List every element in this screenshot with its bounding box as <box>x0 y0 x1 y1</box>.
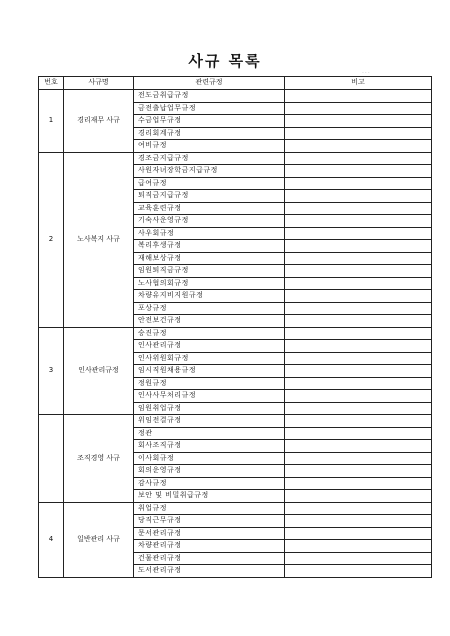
group-number: 2 <box>39 152 64 327</box>
rule-name: 이사회규정 <box>134 452 285 465</box>
note-cell <box>285 515 432 528</box>
rule-name: 인사사무처리규정 <box>134 390 285 403</box>
rule-name: 금전출납업무규정 <box>134 102 285 115</box>
rule-name: 감사규정 <box>134 477 285 490</box>
group-number: 1 <box>39 90 64 153</box>
note-cell <box>285 215 432 228</box>
group-name: 노사복지 사규 <box>64 152 134 327</box>
rule-name: 차량관리규정 <box>134 540 285 553</box>
faint-stamp-mark: ··· <box>362 70 371 77</box>
rule-name: 사우회규정 <box>134 227 285 240</box>
note-cell <box>285 440 432 453</box>
table-header-row <box>39 77 432 90</box>
note-cell <box>285 277 432 290</box>
rule-name: 임시직원채용규정 <box>134 365 285 378</box>
table-row <box>39 327 432 340</box>
rule-name: 재해보상규정 <box>134 252 285 265</box>
note-cell <box>285 465 432 478</box>
note-cell <box>285 327 432 340</box>
rule-name: 차량유지비지원규정 <box>134 290 285 303</box>
note-cell <box>285 140 432 153</box>
note-cell <box>285 302 432 315</box>
note-cell <box>285 490 432 503</box>
group-name: 일반관리 사규 <box>64 502 134 577</box>
rule-name: 전도금취급규정 <box>134 90 285 103</box>
note-cell <box>285 90 432 103</box>
note-cell <box>285 202 432 215</box>
note-cell <box>285 552 432 565</box>
rule-name: 노사협의회규정 <box>134 277 285 290</box>
rule-name: 도서관리규정 <box>134 565 285 578</box>
group-number: 4 <box>39 502 64 577</box>
note-cell <box>285 502 432 515</box>
note-cell <box>285 127 432 140</box>
header-notes: 비고 <box>285 77 432 90</box>
note-cell <box>285 415 432 428</box>
table-row <box>39 90 432 103</box>
page-title: 사규 목록 <box>188 52 262 70</box>
note-cell <box>285 340 432 353</box>
rule-name: 임원퇴직금규정 <box>134 265 285 278</box>
rule-name: 정관 <box>134 427 285 440</box>
rule-name: 여비규정 <box>134 140 285 153</box>
rule-name: 취업규정 <box>134 502 285 515</box>
rule-name: 복리후생규정 <box>134 240 285 253</box>
rule-name: 사원자녀장학금지급규정 <box>134 165 285 178</box>
note-cell <box>285 477 432 490</box>
table-row <box>39 152 432 165</box>
note-cell <box>285 377 432 390</box>
rule-name: 기숙사운영규정 <box>134 215 285 228</box>
header-related-rules: 관련규정 <box>134 77 285 90</box>
note-cell <box>285 352 432 365</box>
rule-name: 인사관리규정 <box>134 340 285 353</box>
note-cell <box>285 565 432 578</box>
note-cell <box>285 527 432 540</box>
rule-name: 교육훈련규정 <box>134 202 285 215</box>
table-row <box>39 415 432 428</box>
note-cell <box>285 115 432 128</box>
note-cell <box>285 165 432 178</box>
note-cell <box>285 102 432 115</box>
rule-name: 승진규정 <box>134 327 285 340</box>
rule-name: 정원규정 <box>134 377 285 390</box>
regulations-table <box>38 76 432 578</box>
group-number: 3 <box>39 327 64 415</box>
note-cell <box>285 240 432 253</box>
rule-name: 경조금지급규정 <box>134 152 285 165</box>
rule-name: 포상규정 <box>134 302 285 315</box>
note-cell <box>285 452 432 465</box>
rule-name: 수금업무규정 <box>134 115 285 128</box>
header-regulation-name: 사규명 <box>64 77 134 90</box>
table-row <box>39 502 432 515</box>
table-body <box>39 90 432 578</box>
group-name: 경리재무 사규 <box>64 90 134 153</box>
note-cell <box>285 540 432 553</box>
group-number <box>39 415 64 503</box>
note-cell <box>285 265 432 278</box>
note-cell <box>285 290 432 303</box>
note-cell <box>285 427 432 440</box>
note-cell <box>285 152 432 165</box>
rule-name: 회의운영규정 <box>134 465 285 478</box>
note-cell <box>285 365 432 378</box>
rule-name: 회사조직규정 <box>134 440 285 453</box>
rule-name: 문서관리규정 <box>134 527 285 540</box>
note-cell <box>285 315 432 328</box>
rule-name: 퇴직금지급규정 <box>134 190 285 203</box>
rule-name: 급여규정 <box>134 177 285 190</box>
rule-name: 위임전결규정 <box>134 415 285 428</box>
note-cell <box>285 390 432 403</box>
note-cell <box>285 252 432 265</box>
group-name: 조직경영 사규 <box>64 415 134 503</box>
rule-name: 경리회계규정 <box>134 127 285 140</box>
note-cell <box>285 402 432 415</box>
note-cell <box>285 177 432 190</box>
rule-name: 건물관리규정 <box>134 552 285 565</box>
rule-name: 보안 및 비밀취급규정 <box>134 490 285 503</box>
header-number: 번호 <box>39 77 64 90</box>
rule-name: 인사위원회규정 <box>134 352 285 365</box>
rule-name: 안전보건규정 <box>134 315 285 328</box>
rule-name: 임원취업규정 <box>134 402 285 415</box>
note-cell <box>285 190 432 203</box>
note-cell <box>285 227 432 240</box>
rule-name: 당직근무규정 <box>134 515 285 528</box>
group-name: 인사관리규정 <box>64 327 134 415</box>
